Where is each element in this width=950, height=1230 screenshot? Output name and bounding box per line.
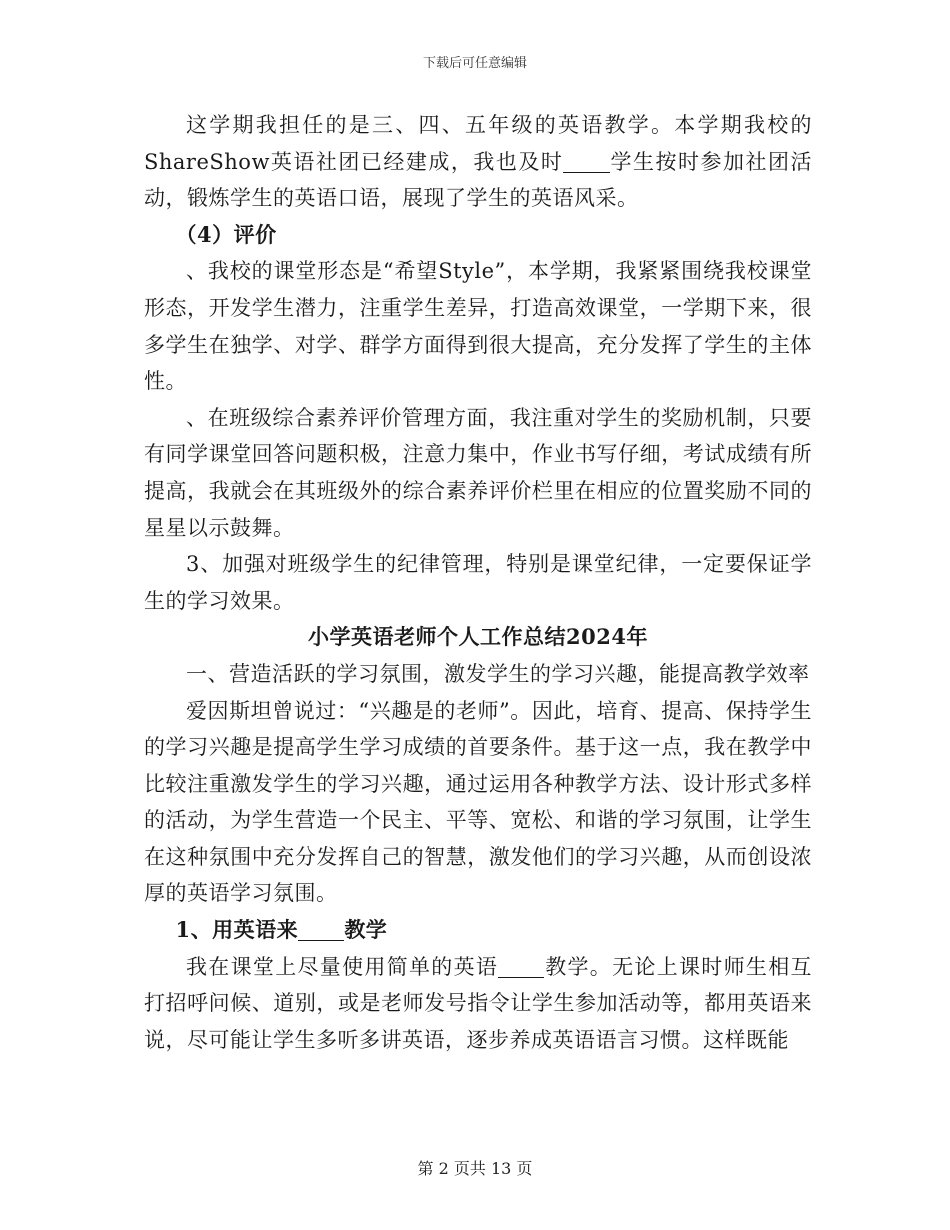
page-header: 下载后可任意编辑 <box>422 56 527 71</box>
paragraph-7-text-a: 我在课堂上尽量使用简单的英语 <box>186 954 499 979</box>
page-footer: 第 2 页共 13 页 <box>417 1159 533 1178</box>
document-body <box>144 107 812 1058</box>
fill-blank <box>498 956 544 978</box>
paragraph-4: 3、加强对班级学生的纪律管理，特别是课堂纪律，一定要保证学生的学习效果。 <box>144 552 812 613</box>
paragraph-1 <box>144 107 812 217</box>
document-title: 小学英语老师个人工作总结2024年 <box>308 624 648 650</box>
section-heading-1 <box>144 912 812 949</box>
section-heading-evaluation: （4）评价 <box>175 221 277 247</box>
paragraph-1-text-b: 学生按时参加社团活动，锻炼学生的英语口语，展现了学生的英语风采。 <box>144 149 812 211</box>
paragraph-5: 一、营造活跃的学习氛围，激发学生的学习兴趣，能提高教学效率 <box>186 661 810 686</box>
paragraph-7 <box>144 949 812 1059</box>
fill-blank <box>563 151 609 173</box>
paragraph-3: 、在班级综合素养评价管理方面，我注重对学生的奖励机制，只要有同学课堂回答问题积极，注意力集中，作业书写仔细，考试成绩有所提高，我就会在其班级外的综合素养评价栏里在相应的位置奖励不同的星星以示鼓舞。 <box>144 405 812 540</box>
paragraph-7-text-b: 教学。无论上课时师生相互打招呼问候、道别，或是老师发号指令让学生参加活动等，都用英语来说，尽可能让学生多听多讲英语，逐步养成英语语言习惯。这样既能 <box>144 954 813 1052</box>
paragraph-6: 爱因斯坦曾说过：“兴趣是的老师”。因此，培育、提高、保持学生的学习兴趣是提高学生学习成绩的首要条件。基于这一点，我在教学中比较注重激发学生的学习兴趣，通过运用各种教学方法、设计形式多样的活动，为学生营造一个民主、平等、宽松、和谐的学习氛围，让学生在这种氛围中充分发挥自己的智慧，激发他们的学习兴趣，从而创设浓厚的英语学习氛围。 <box>144 698 812 906</box>
paragraph-1-text-a: 这学期我担任的是三、四、五年级的英语教学。本学期我校的ShareShow英语社团已经建成，我也及时 <box>144 113 812 174</box>
section-heading-1-text-b: 教学 <box>344 917 388 943</box>
fill-blank <box>298 919 344 941</box>
section-heading-1-text-a: 1、用英语来 <box>175 917 299 943</box>
paragraph-2: 、我校的课堂形态是“希望Style”，本学期，我紧紧围绕我校课堂形态，开发学生潜力，注重学生差异，打造高效课堂，一学期下来，很多学生在独学、对学、群学方面得到很大提高，充分发挥了学生的主体性。 <box>144 259 812 394</box>
